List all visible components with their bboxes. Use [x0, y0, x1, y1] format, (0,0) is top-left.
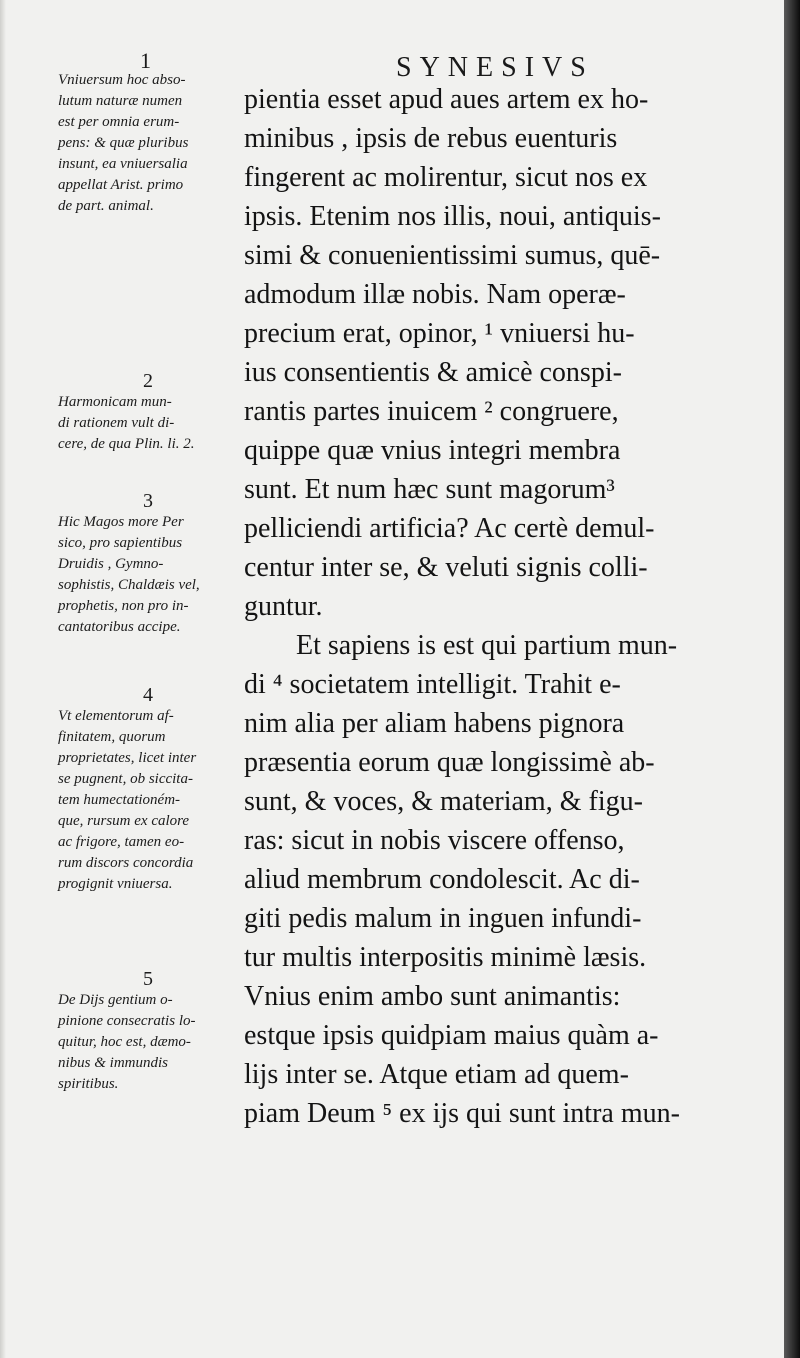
text-line: sunt. Et num hæc sunt magorum³	[244, 474, 615, 505]
text-line: tur multis interpositis minimè læsis.	[244, 942, 647, 973]
text-line: precium erat, opinor, ¹ vniuersi hu-	[244, 318, 635, 349]
running-head: SYNESIVS	[396, 52, 594, 83]
text-line: piam Deum ⁵ ex ijs qui sunt intra mun-	[244, 1098, 680, 1129]
note-line: pinione consecratis lo-	[58, 1013, 196, 1029]
note-line: est per omnia erum-	[58, 114, 180, 130]
text-line: sunt, & voces, & materiam, & figu-	[244, 786, 643, 817]
page-gutter-shading	[0, 0, 6, 1358]
text-line: pelliciendi artificia? Ac certè demul-	[244, 513, 655, 544]
note-line: que, rursum ex calore	[58, 813, 190, 829]
note-line: de part. animal.	[58, 198, 154, 214]
note-line: lutum naturæ numen	[58, 93, 183, 109]
text-line: rantis partes inuicem ² congruere,	[244, 396, 619, 427]
text-line: aliud membrum condolescit. Ac di-	[244, 864, 640, 895]
note-line: di rationem vult di-	[58, 415, 175, 431]
note-number: 4	[143, 684, 153, 706]
text-line: fingerent ac molirentur, sicut nos ex	[244, 162, 648, 193]
note-line: quitur, hoc est, dæmo-	[58, 1034, 191, 1050]
note-line: nibus & immundis	[58, 1055, 169, 1071]
note-line: spiritibus.	[58, 1076, 119, 1092]
note-number: 5	[143, 968, 153, 990]
text-line: Vnius enim ambo sunt animantis:	[244, 981, 621, 1012]
note-line: tem humectationém-	[58, 792, 181, 808]
marginal-note-1	[58, 70, 254, 217]
note-line: rum discors concordia	[58, 855, 194, 871]
note-number: 2	[143, 370, 153, 392]
marginal-note-5	[58, 968, 254, 1095]
text-line: simi & conuenientissimi sumus, quē-	[244, 240, 661, 271]
text-line: di ⁴ societatem intelligit. Trahit e-	[244, 669, 621, 700]
text-line: minibus , ipsis de rebus euenturis	[244, 123, 618, 154]
text-line: pientia esset apud aues artem ex ho-	[244, 84, 649, 115]
text-line: præsentia eorum quæ longissimè ab-	[244, 747, 655, 778]
text-line: estque ipsis quidpiam maius quàm a-	[244, 1020, 659, 1051]
note-number: 3	[143, 490, 153, 512]
text-line: nim alia per aliam habens pignora	[244, 708, 625, 739]
paragraph-start-line: Et sapiens is est qui partium mun-	[296, 630, 678, 661]
text-line: ius consentientis & amicè conspi-	[244, 357, 622, 388]
note-line: pens: & quæ pluribus	[58, 135, 189, 151]
page-edge-shadow	[784, 0, 800, 1358]
marginal-note-2	[58, 370, 254, 455]
note-line: insunt, ea vniuersalia	[58, 156, 188, 172]
marginal-note-4	[58, 684, 254, 895]
marginal-note-3	[58, 490, 254, 638]
note-line: appellat Arist. primo	[58, 177, 184, 193]
note-line: Vniuersum hoc abso-	[58, 72, 186, 88]
note-line: Harmonicam mun-	[58, 394, 172, 410]
text-line: ipsis. Etenim nos illis, noui, antiquis-	[244, 201, 661, 232]
main-text-block	[244, 80, 774, 1133]
note-line: proprietates, licet inter	[58, 750, 197, 766]
text-line: centur inter se, & veluti signis colli-	[244, 552, 648, 583]
note-line: prophetis, non pro in-	[58, 598, 189, 614]
note-line: se pugnent, ob siccita-	[58, 771, 193, 787]
note-line: Vt elementorum af-	[58, 708, 174, 724]
text-line: giti pedis malum in inguen infundi-	[244, 903, 642, 934]
note-line: sophistis, Chaldæis vel,	[58, 577, 200, 593]
note-line: finitatem, quorum	[58, 729, 166, 745]
note-line: cere, de qua Plin. li. 2.	[58, 436, 195, 452]
note-line: De Dijs gentium o-	[58, 992, 173, 1008]
note-line: Hic Magos more Per	[58, 514, 184, 530]
text-line: lijs inter se. Atque etiam ad quem-	[244, 1059, 629, 1090]
page-folio: 1	[140, 48, 151, 73]
text-line: guntur.	[244, 591, 323, 622]
note-line: ac frigore, tamen eo-	[58, 834, 185, 850]
text-line: ras: sicut in nobis viscere offenso,	[244, 825, 625, 856]
note-line: cantatoribus accipe.	[58, 619, 181, 635]
text-line: admodum illæ nobis. Nam operæ-	[244, 279, 626, 310]
note-line: progignit vniuersa.	[58, 876, 173, 892]
note-line: Druidis , Gymno-	[58, 556, 164, 572]
text-line: quippe quæ vnius integri membra	[244, 435, 621, 466]
note-line: sico, pro sapientibus	[58, 535, 183, 551]
